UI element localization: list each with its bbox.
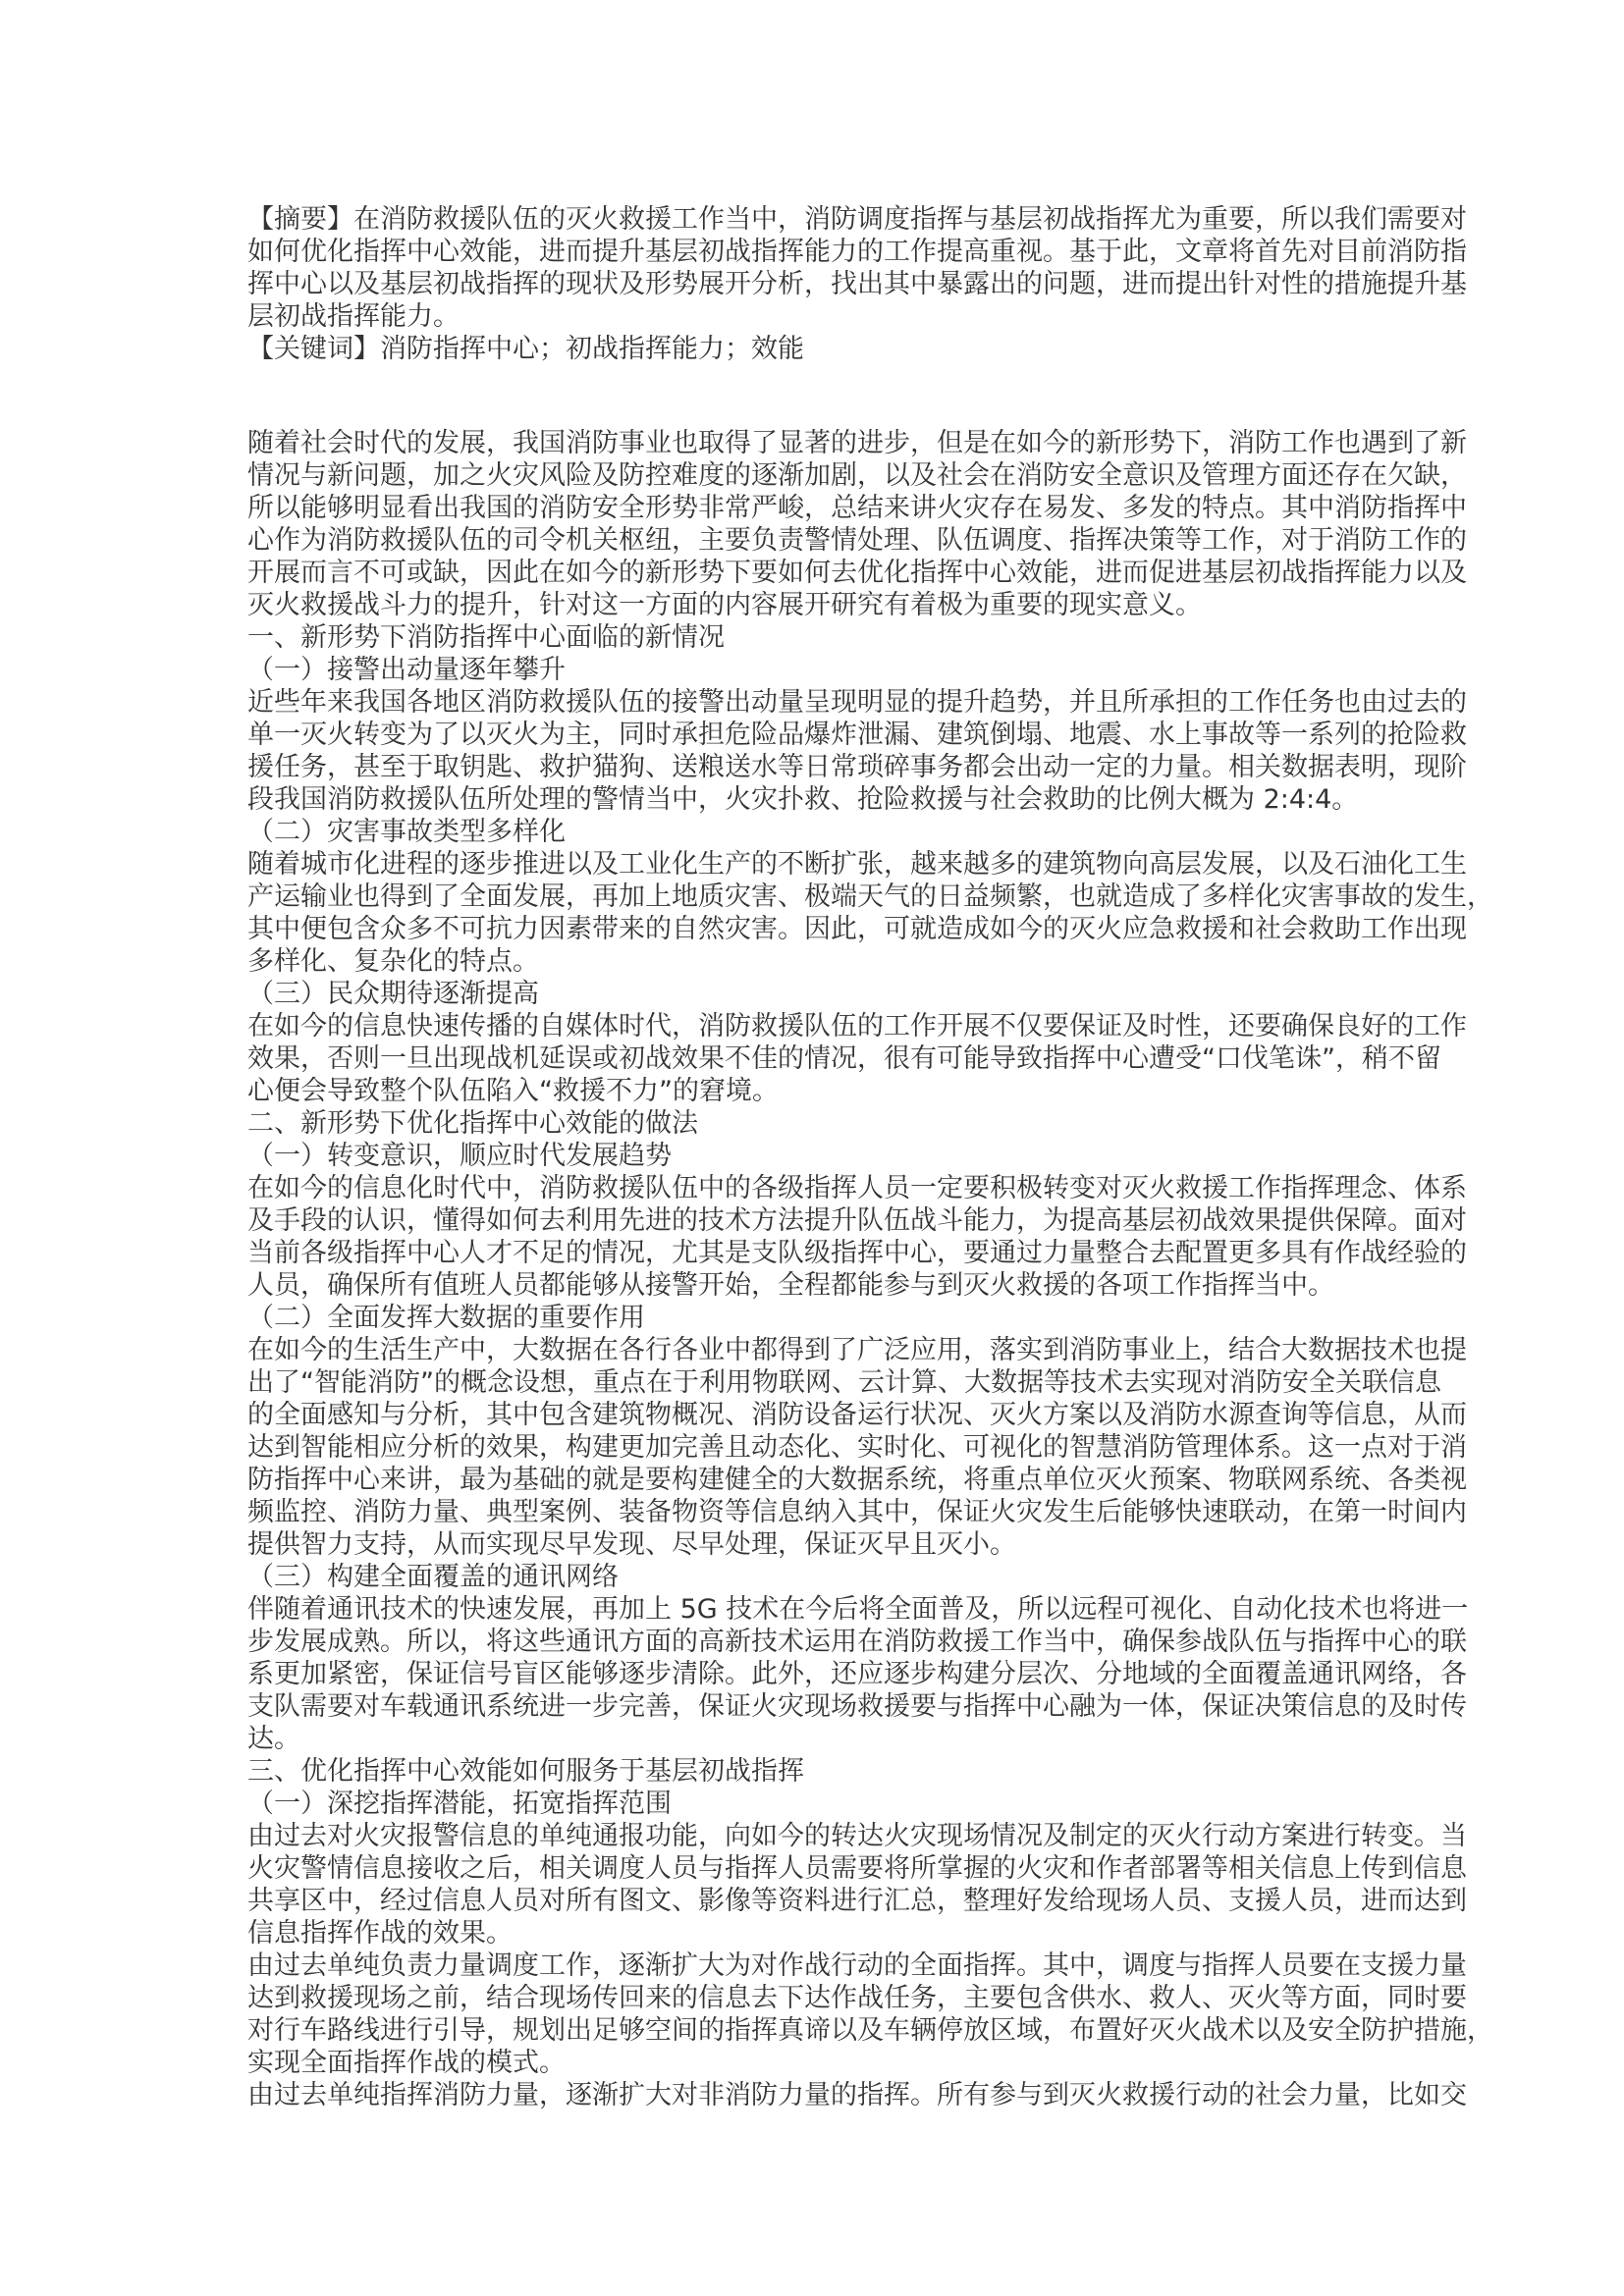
body-text-line: 伴随着通讯技术的快速发展，再加上 5G 技术在今后将全面普及，所以远程可视化、自动化技术也将进一 (247, 1594, 1469, 1625)
body-text-line: 所以能够明显看出我国的消防安全形势非常严峻，总结来讲火灾存在易发、多发的特点。其中消防指挥中 (247, 493, 1467, 523)
body-text-line: 随着社会时代的发展，我国消防事业也取得了显著的进步，但是在如今的新形势下，消防工作也遇到了新 (247, 428, 1467, 458)
body-text-line: 援任务，甚至于取钥匙、救护猫狗、送粮送水等日常琐碎事务都会出动一定的力量。相关数据表明，现阶 (247, 752, 1467, 782)
body-text-line: 效果，否则一旦出现战机延误或初战效果不佳的情况，很有可能导致指挥中心遭受“口伐笔诛”，稍不留 (247, 1043, 1441, 1074)
abstract-section (247, 203, 1467, 365)
body-text-line: 人员，确保所有值班人员都能够从接警开始，全程都能参与到灭火救援的各项工作指挥当中。 (247, 1270, 1334, 1301)
body-text-line: （二）灾害事故类型多样化 (247, 817, 566, 847)
body-text-line: 由过去单纯负责力量调度工作，逐渐扩大为对作战行动的全面指挥。其中，调度与指挥人员要在支援力量 (247, 1950, 1467, 1981)
body-text-line: 开展而言不可或缺，因此在如今的新形势下要如何去优化指挥中心效能，进而促进基层初战指挥能力以及 (247, 558, 1467, 588)
abstract-text-line: 【摘要】在消防救援队伍的灭火救援工作当中，消防调度指挥与基层初战指挥尤为重要，所以我们需要对 (247, 204, 1467, 235)
body-text-line: 一、新形势下消防指挥中心面临的新情况 (247, 622, 725, 653)
body-text-line: 当前各级指挥中心人才不足的情况，尤其是支队级指挥中心，要通过力量整合去配置更多具有作战经验的 (247, 1238, 1467, 1268)
body-text-line: 步发展成熟。所以，将这些通讯方面的高新技术运用在消防救援工作当中，确保参战队伍与指挥中心的联 (247, 1627, 1467, 1657)
document-page (247, 203, 1493, 2111)
body-text-line: 频监控、消防力量、典型案例、装备物资等信息纳入其中，保证火灾发生后能够快速联动，在第一时间内 (247, 1497, 1467, 1527)
body-text-line: 在如今的生活生产中，大数据在各行各业中都得到了广泛应用，落实到消防事业上，结合大数据技术也提 (247, 1335, 1467, 1365)
body-text-line: 提供智力支持，从而实现尽早发现、尽早处理，保证灭早且灭小。 (247, 1529, 1016, 1560)
body-text-line: 火灾警情信息接收之后，相关调度人员与指挥人员需要将所掌握的火灾和作者部署等相关信息上传到信息 (247, 1853, 1467, 1884)
body-text-line: 其中便包含众多不可抗力因素带来的自然灾害。因此，可就造成如今的灭火应急救援和社会救助工作出现 (247, 914, 1467, 944)
body-text-line: 单一灭火转变为了以灭火为主，同时承担危险品爆炸泄漏、建筑倒塌、地震、水上事故等一系列的抢险救 (247, 720, 1467, 750)
abstract-text-line: 如何优化指挥中心效能，进而提升基层初战指挥能力的工作提高重视。基于此，文章将首先对目前消防指 (247, 237, 1467, 267)
body-text-line: 由过去对火灾报警信息的单纯通报功能，向如今的转达火灾现场情况及制定的灭火行动方案进行转变。当 (247, 1821, 1467, 1851)
body-text-line: 在如今的信息化时代中，消防救援队伍中的各级指挥人员一定要积极转变对灭火救援工作指挥理念、体系 (247, 1173, 1467, 1203)
abstract-text-line: 层初战指挥能力。 (247, 301, 460, 332)
body-text-line: 及手段的认识，懂得如何去利用先进的技术方法提升队伍战斗能力，为提高基层初战效果提供保障。面对 (247, 1205, 1467, 1236)
body-text-line: 近些年来我国各地区消防救援队伍的接警出动量呈现明显的提升趋势，并且所承担的工作任务也由过去的 (247, 687, 1467, 718)
body-text-line: （一）接警出动量逐年攀升 (247, 655, 566, 685)
body-text-line: （一）转变意识，顺应时代发展趋势 (247, 1141, 672, 1171)
body-text-line: 灭火救援战斗力的提升，针对这一方面的内容展开研究有着极为重要的现实意义。 (247, 590, 1202, 620)
body-text-line: 对行车路线进行引导，规划出足够空间的指挥真谛以及车辆停放区域，布置好灭火战术以及安全防护措施， (247, 2015, 1493, 2046)
body-text-line: 防指挥中心来讲，最为基础的就是要构建健全的大数据系统，将重点单位灭火预案、物联网系统、各类视 (247, 1465, 1467, 1495)
body-text-line: （三）民众期待逐渐提高 (247, 979, 539, 1009)
body-text-line: 三、优化指挥中心效能如何服务于基层初战指挥 (247, 1756, 804, 1787)
body-text-line: 达到智能相应分析的效果，构建更加完善且动态化、实时化、可视化的智慧消防管理体系。这一点对于消 (247, 1432, 1467, 1463)
body-text-line: 心作为消防救援队伍的司令机关枢纽，主要负责警情处理、队伍调度、指挥决策等工作，对于消防工作的 (247, 525, 1467, 556)
body-text-line: 心便会导致整个队伍陷入“救援不力”的窘境。 (247, 1076, 779, 1106)
body-text-line: 的全面感知与分析，其中包含建筑物概况、消防设备运行状况、灭火方案以及消防水源查询等信息，从而 (247, 1400, 1467, 1430)
body-text-line: 产运输业也得到了全面发展，再加上地质灾害、极端天气的日益频繁，也就造成了多样化灾害事故的发生， (247, 881, 1493, 912)
abstract-text-line: 【关键词】消防指挥中心；初战指挥能力；效能 (247, 334, 804, 364)
body-text-line: 在如今的信息快速传播的自媒体时代，消防救援队伍的工作开展不仅要保证及时性，还要确保良好的工作 (247, 1011, 1467, 1041)
body-text-line: 信息指挥作战的效果。 (247, 1918, 513, 1949)
body-text-line: 实现全面指挥作战的模式。 (247, 2048, 566, 2078)
body-text-line: （三）构建全面覆盖的通讯网络 (247, 1562, 619, 1592)
section-gap (247, 365, 1406, 427)
body-text-line: 多样化、复杂化的特点。 (247, 946, 539, 977)
body-text-line: 由过去单纯指挥消防力量，逐渐扩大对非消防力量的指挥。所有参与到灭火救援行动的社会力量，比如交 (247, 2080, 1467, 2110)
body-text-line: 出了“智能消防”的概念设想，重点在于利用物联网、云计算、大数据等技术去实现对消防安全关联信息 (247, 1367, 1441, 1398)
body-text-line: 随着城市化进程的逐步推进以及工业化生产的不断扩张，越来越多的建筑物向高层发展，以及石油化工生 (247, 849, 1467, 880)
abstract-text-line: 挥中心以及基层初战指挥的现状及形势展开分析，找出其中暴露出的问题，进而提出针对性的措施提升基 (247, 269, 1467, 299)
body-text-line: 二、新形势下优化指挥中心效能的做法 (247, 1108, 698, 1139)
body-text-line: 情况与新问题，加之火灾风险及防控难度的逐渐加剧，以及社会在消防安全意识及管理方面还存在欠缺， (247, 460, 1467, 491)
body-text-line: 支队需要对车载通讯系统进一步完善，保证火灾现场救援要与指挥中心融为一体，保证决策信息的及时传 (247, 1691, 1467, 1722)
body-text-line: （一）深挖指挥潜能，拓宽指挥范围 (247, 1789, 672, 1819)
body-text-line: （二）全面发挥大数据的重要作用 (247, 1303, 645, 1333)
body-text-line: 达。 (247, 1724, 300, 1754)
body-text-line: 共享区中，经过信息人员对所有图文、影像等资料进行汇总，整理好发给现场人员、支援人员，进而达到 (247, 1886, 1467, 1916)
body-section (247, 427, 1493, 2111)
body-text-line: 系更加紧密，保证信号盲区能够逐步清除。此外，还应逐步构建分层次、分地域的全面覆盖通讯网络，各 (247, 1659, 1467, 1689)
body-text-line: 达到救援现场之前，结合现场传回来的信息去下达作战任务，主要包含供水、救人、灭火等方面，同时要 (247, 1983, 1467, 2013)
body-text-line: 段我国消防救援队伍所处理的警情当中，火灾扑救、抢险救援与社会救助的比例大概为 2:4:4。 (247, 784, 1359, 815)
